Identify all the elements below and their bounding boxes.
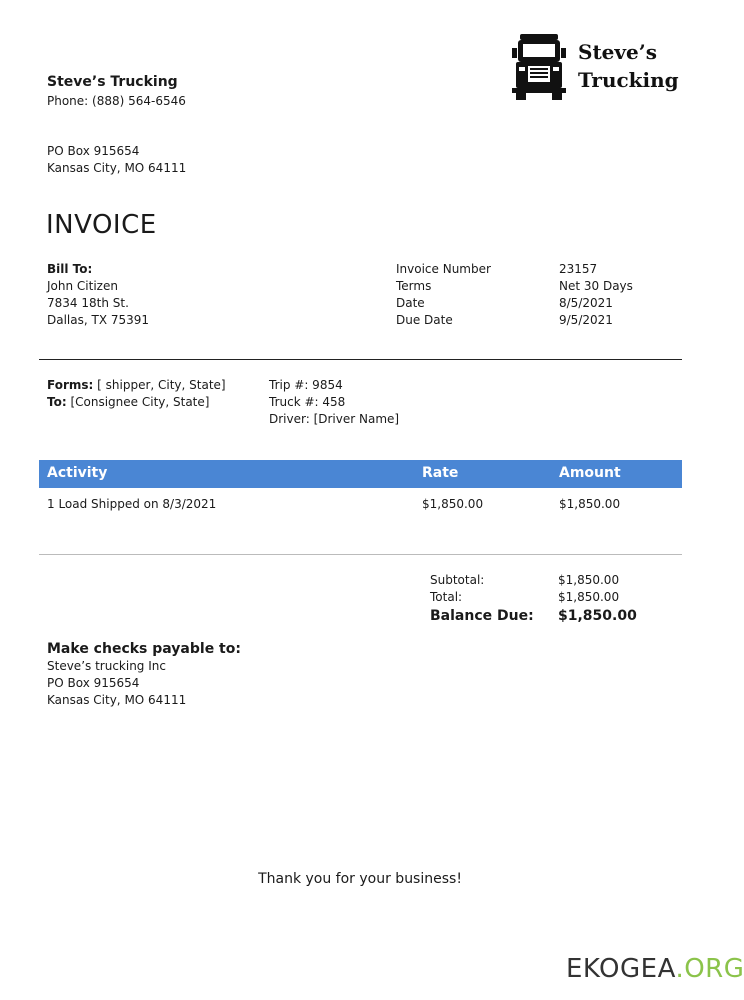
row-activity: 1 Load Shipped on 8/3/2021 bbox=[47, 497, 217, 511]
meta-key: Date bbox=[396, 296, 425, 310]
payable-label: Make checks payable to: bbox=[47, 641, 241, 657]
meta-value: Net 30 Days bbox=[559, 279, 633, 293]
meta-value: 23157 bbox=[559, 262, 598, 276]
header-activity: Activity bbox=[47, 465, 108, 481]
truck-number: Truck #: 458 bbox=[269, 395, 346, 409]
bill-to-city: Dallas, TX 75391 bbox=[47, 313, 150, 327]
meta-row bbox=[396, 295, 633, 312]
totals-block bbox=[430, 572, 637, 626]
forms-value: [ shipper, City, State] bbox=[93, 378, 226, 392]
shipment-details bbox=[269, 377, 399, 428]
row-amount: $1,850.00 bbox=[559, 497, 621, 511]
watermark-part2: .ORG bbox=[675, 954, 744, 984]
balance-row bbox=[430, 606, 637, 626]
table-header bbox=[39, 460, 682, 488]
payable-block bbox=[47, 640, 241, 709]
header-amount: Amount bbox=[559, 465, 621, 481]
sender-address-line2: Kansas City, MO 64111 bbox=[47, 161, 187, 175]
meta-value: 9/5/2021 bbox=[559, 313, 613, 327]
total-row bbox=[430, 589, 637, 606]
logo-line2: Trucking bbox=[578, 68, 679, 92]
row-rate: $1,850.00 bbox=[422, 497, 484, 511]
logo-text bbox=[578, 38, 679, 94]
subtotal-label: Subtotal: bbox=[430, 573, 485, 587]
total-value: $1,850.00 bbox=[558, 590, 620, 604]
forms-label: Forms: bbox=[47, 378, 94, 392]
balance-value: $1,850.00 bbox=[558, 608, 637, 624]
table-row bbox=[39, 497, 682, 515]
sender-address-line1: PO Box 915654 bbox=[47, 144, 140, 158]
sender-phone: Phone: (888) 564-6546 bbox=[47, 94, 186, 108]
to-label: To: bbox=[47, 395, 67, 409]
thank-you-note: Thank you for your business! bbox=[258, 871, 462, 887]
meta-key: Due Date bbox=[396, 313, 453, 327]
subtotal-row bbox=[430, 572, 637, 589]
bill-to-block bbox=[47, 261, 149, 329]
meta-key: Invoice Number bbox=[396, 262, 491, 276]
balance-label: Balance Due: bbox=[430, 608, 534, 624]
forms-line bbox=[47, 377, 226, 394]
payable-line1: Steve’s trucking Inc bbox=[47, 659, 166, 673]
bill-to-label: Bill To: bbox=[47, 262, 93, 276]
shipment-route bbox=[47, 377, 226, 411]
sender-address bbox=[47, 143, 186, 177]
header-rate: Rate bbox=[422, 465, 459, 481]
bill-to-name: John Citizen bbox=[47, 279, 118, 293]
payable-line3: Kansas City, MO 64111 bbox=[47, 693, 187, 707]
watermark bbox=[566, 954, 744, 984]
payable-line2: PO Box 915654 bbox=[47, 676, 140, 690]
meta-row bbox=[396, 312, 633, 329]
section-divider bbox=[39, 359, 682, 360]
meta-row bbox=[396, 261, 633, 278]
subtotal-value: $1,850.00 bbox=[558, 573, 620, 587]
to-line bbox=[47, 394, 226, 411]
watermark-part1: EKOGEA bbox=[566, 954, 676, 984]
meta-key: Terms bbox=[396, 279, 432, 293]
table-bottom-rule bbox=[39, 554, 682, 555]
total-label: Total: bbox=[430, 590, 463, 604]
to-value: [Consignee City, State] bbox=[66, 395, 210, 409]
logo-line1: Steve’s bbox=[578, 40, 657, 64]
driver-name: Driver: [Driver Name] bbox=[269, 412, 400, 426]
sender-name: Steve’s Trucking bbox=[47, 74, 178, 90]
truck-icon bbox=[510, 34, 568, 100]
trip-number: Trip #: 9854 bbox=[269, 378, 343, 392]
document-title: INVOICE bbox=[46, 210, 157, 240]
meta-value: 8/5/2021 bbox=[559, 296, 613, 310]
meta-row bbox=[396, 278, 633, 295]
bill-to-street: 7834 18th St. bbox=[47, 296, 129, 310]
invoice-meta bbox=[396, 261, 633, 329]
